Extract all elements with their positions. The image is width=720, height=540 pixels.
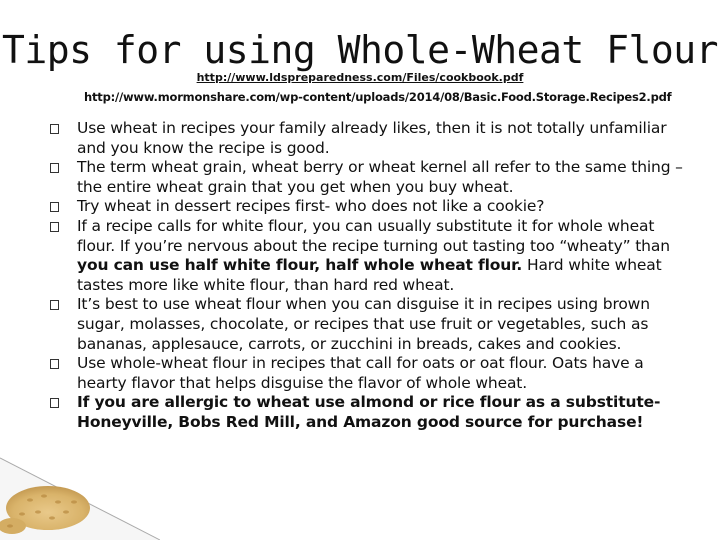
tip-text-tail: Hard white wheat tastes more like white flour, than hard red wheat. [77, 256, 662, 294]
list-item [50, 158, 690, 197]
checkbox-bullet-icon [50, 222, 59, 232]
checkbox-bullet-icon [50, 124, 59, 134]
tip-text: Use whole-wheat flour in recipes that call for oats or oat flour. Oats have a hearty flavor that helps disguise the flavor of whole wheat. [77, 354, 644, 392]
slide-title: Tips for using Whole-Wheat Flour [1, 28, 719, 72]
wheat-grain-image [0, 440, 160, 540]
list-item [50, 119, 690, 158]
checkbox-bullet-icon [50, 300, 59, 310]
tip-text: If a recipe calls for white flour, you can usually substitute it for whole wheat flour. If you’re nervous about the recipe turning out tasting too “wheaty” than [77, 216, 670, 255]
list-item [50, 354, 690, 393]
list-item [50, 197, 690, 217]
tip-text: Use wheat in recipes your family already likes, then it is not totally unfamiliar and you know the recipe is good. [77, 119, 667, 157]
tip-text: It’s best to use wheat flour when you can disguise it in recipes using brown sugar, molasses, chocolate, or recipes that use fruit or vegetables, such as bananas, applesauce, carrots, or zucchini in breads, cakes and cookies. [77, 295, 650, 353]
checkbox-bullet-icon [50, 202, 59, 212]
list-item [50, 217, 690, 295]
checkbox-bullet-icon [50, 359, 59, 369]
source-link-1[interactable]: http://www.ldspreparedness.com/Files/cookbook.pdf [196, 71, 524, 84]
checkbox-bullet-icon [50, 163, 59, 173]
checkbox-bullet-icon [50, 398, 59, 408]
tip-text: Try wheat in dessert recipes first- who does not like a cookie? [77, 197, 545, 216]
wheat-grain-pile-icon [0, 440, 160, 540]
tip-text-bold: If you are allergic to wheat use almond or rice flour as a substitute-Honeyville, Bobs Red Mill, and Amazon good source for purchase! [77, 393, 661, 431]
tip-text-bold: you can use half white flour, half whole wheat flour. [77, 256, 523, 275]
tip-text: The term wheat grain, wheat berry or wheat kernel all refer to the same thing – the entire wheat grain that you get when you buy wheat. [77, 158, 683, 196]
tips-list [50, 119, 690, 433]
source-link-2[interactable]: http://www.mormonshare.com/wp-content/uploads/2014/08/Basic.Food.Storage.Recipes2.pdf [84, 90, 672, 104]
list-item [50, 295, 690, 354]
list-item [50, 393, 690, 432]
